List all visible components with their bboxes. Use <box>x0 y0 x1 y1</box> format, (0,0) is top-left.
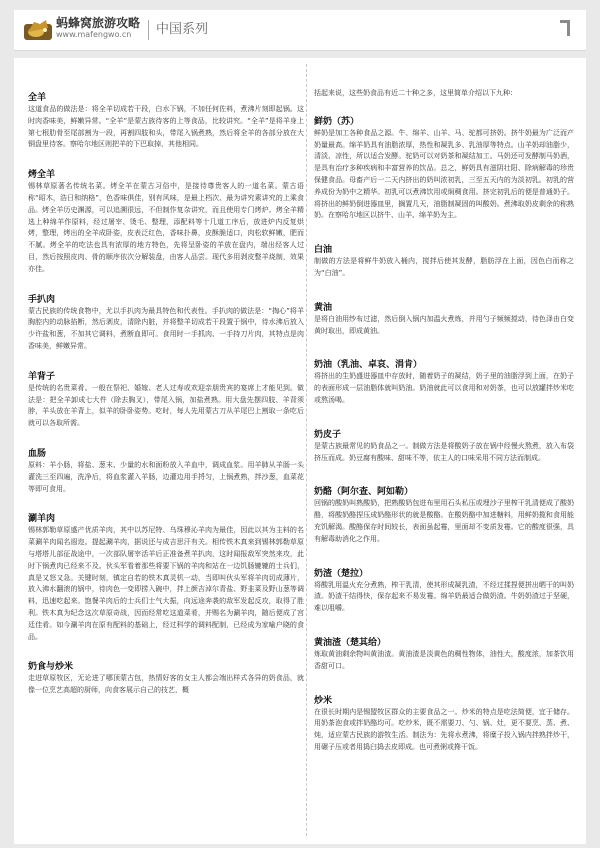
section-title: 烤全羊 <box>28 170 56 181</box>
section-yangbeizi <box>28 371 304 430</box>
section-huangyou <box>314 302 574 338</box>
logo-text-block <box>56 16 140 40</box>
section-title: 白油 <box>314 245 333 256</box>
section-text: 这道食品的做法是：将全羊切成若干段，白水下锅，不加任何佐料，煮沸片刻即起锅。这时肉香味美，鲜嫩异常。“全羊”是蒙古族待客的上等食品，比较讲究。“全羊”是将羊身上第七根肋骨至尾部割为一段，再割四肢和头，带尾入锅煮熟，然后将全羊的各部分放在大铜盘里待客。察哈尔地区则把羊的下巴取掉，其他相同。 <box>28 105 304 149</box>
section-text: 锡林草原著名传统名菜。烤全羊在蒙古习俗中，是接待尊贵客人的一道名菜。蒙古语称“昭木，浩日和纳格”，色香味俱佳，别有风味，是最上档次、最为讲究素讲究的上乘食品。烤全羊历史渊源，可以追溯很远，不但制作复杂讲究，而且使用专门烤炉。烤全羊精选上种绵羊作原料，经过屠宰、烫毛、整理，添配料等十几道工序后，放进炉内反复烘烤，整理，烤出的全羊成卧姿，皮表泛红色，香味扑鼻，皮酥脆适口，肉松软鲜嫩，肥而不腻。烤全羊的吃法也具有浓厚的地方特色，先将呈卧姿的羊放在盘内，端出经客人过目，然后按照皮肉、骨的顺序依次分解装盘，由客人品尝。现代多用剥皮整羊烧制，效果亦佳。 <box>28 182 304 273</box>
series-title: 中国系列 <box>156 22 209 37</box>
section-title: 手扒肉 <box>28 294 56 305</box>
section-title: 涮羊肉 <box>28 514 56 525</box>
mafengwo-logo-icon <box>24 16 52 42</box>
section-text: 走进草原牧区，无论进了哪顶蒙古包，热情好客的女主人都会端出样式各异的奶食品，就像一位烹艺高超的厨师，向食客展示自己的技艺，概 <box>28 674 304 695</box>
section-text: 制做的方法是将鲜牛奶放入桶内，搅拌后使其发酵，脂肪浮在上面，因色白而称之为“白油”。 <box>314 257 574 277</box>
left-column <box>28 66 304 842</box>
section-text: 原料：羊小肠，将盐、葱末、少量的水和面粉放入羊血中，调成血浆。用羊肺从羊肠一头灌洗三至四遍，洗净后，将血浆灌入羊肠，边灌边用手捋匀，上锅煮熟，拌沙葱，血菜花等即可食用。 <box>28 460 304 493</box>
section-shoubarou <box>28 294 304 353</box>
section-text: 是蒙古族最常见的奶食品之一。制做方法是将酸奶子放在锅中经慢火熬煮，放入布袋挤压而成。奶豆腐有酸味、甜味不等，依主人的口味采用不同方法而制成。 <box>314 441 574 462</box>
section-nailao <box>314 486 574 545</box>
section-text: 将挤出的生奶盛进器皿中存放时，随着奶子的凝结，奶子里的油脂浮到上面，在奶子的表面形成一层油脂体就叫奶油。奶油就此可以食用和对奶茶，也可以放罐拌炒米吃或熬汤喝。 <box>314 372 574 404</box>
section-naipizi <box>314 429 574 465</box>
section-quanyang <box>28 92 304 151</box>
section-title: 奶皮子 <box>314 429 342 440</box>
section-text: 炼取黄油剩余物叫黄油渣。黄油渣是淡黄色的稠性物体，油性大，酸度浓，加茶饮用香甜可口。 <box>314 649 574 670</box>
section-chaomi <box>314 695 574 754</box>
section-text: 锡林郭勒草原盛产优质羊肉，其中以苏尼特、乌珠穆沁羊肉为最佳，因此以其为主料的名菜涮羊肉闻名遐迩。提起涮羊肉，据说还与成吉思汗有关。相传铁木真来到锡林郭勒草原与塔塔儿部征战途中，一次部队屠宰活羊后正准备煮羊扒肉，这时闻报敌军突然来攻，此时下锅煮肉已经来不及。伙头军看着那些将要下锅的羊肉和站在一边饥肠辘辘的士兵们，真是又怒又急。关键时刻，镇定自若的铁木真灵机一动，当即叫伙头军将羊肉切成薄片，放入沸水翻滚的锅中，待肉色一变即捞入碗中，拌上颜吉淖尔青盐、野韭菜及野山葱等调料，迅速吃起来。饱餐羊肉后的士兵们士气大振，向远途奔袭的敌军发起反攻，取得了胜利。铁木真为纪念这次草原奇战，因而经常吃这道菜肴，并赐名为涮羊肉，随后便成了宫廷佳肴。如今涮羊肉在原有配料的基础上，经过科学的调料配制，已经成为家喻户晓的食品。 <box>28 526 304 641</box>
section-title: 羊背子 <box>28 371 56 382</box>
section-text: 是传统的名贵菜肴。一般在祭祀、婚嫁、老人过寿或欢迎亲朋贵宾的宴席上才能见到。做法是：把全羊卸成七大件（除去胸叉），带尾入锅，加盐煮熟。用大盘先摆四肢、羊背须脖，羊头放在羊背上，似羊的卧卧姿势。吃时，每人先用蒙古刀从羊尾巴上割取一条吃后就可以各取所需。 <box>28 383 304 428</box>
section-text: 在很长时期内是锡盟牧区群众的主要食品之一。炒米的特点是吃法简便，宜于储存。用奶茶泡食或拌奶酪均可。吃炒米，既不需要刀、勺、锅、灶，更不要烹、蒸、煮、炖，适应蒙古民族的游牧生活。制法为：先将水煮沸，将糜子投入锅内拌熟拌炒干，用碾子压或者用捣臼捣去皮即成。也可煮粥或搀干饭。 <box>314 707 574 751</box>
section-text: 将酸乳用温火充分煮熟，榨干乳清，使其形成凝乳渣，不经过揉捏便拼出晒干的叫奶渣。奶渣干结得快，保存起来不易发霉。绵羊奶最适合做奶渣。牛奶奶渣过于坚硬，难以咀嚼。 <box>314 580 574 613</box>
section-title: 奶食与炒米 <box>28 662 74 673</box>
section-title: 黄油渣（楚其给） <box>314 637 387 648</box>
section-title: 炒米 <box>314 695 333 706</box>
section-kaoquanyang <box>28 169 304 275</box>
logo-url: www.mafengwo.cn <box>56 30 132 39</box>
section-shuanyangrou <box>28 513 304 643</box>
page-header <box>14 10 586 51</box>
section-title: 黄油 <box>314 302 333 313</box>
section-naizha <box>314 568 574 615</box>
section-xuechang <box>28 448 304 495</box>
section-title: 奶酪（阿尔查、阿如勒） <box>314 487 414 498</box>
column-divider <box>306 64 307 836</box>
section-text: 是将白油用纱布过滤，然后倒入锅内加温火煮炼，并用勺子频频搅动，待色泽由白变黄时取出，即成黄油。 <box>314 314 574 335</box>
section-text: 蒙古民族的传统食物中，尤以手扒肉为最具特色和代表性。手扒肉的做法是：“掏心”将羊胸腔内的动脉掐断，然后剥皮，清除内脏，并将整羊切成若干段置于锅中，待水沸后放入少许盐和葱，不加其它调料，煮断血即可。食用时一手抓肉、一手持刀片肉，其特点是肉香味美，鲜嫩异常。 <box>28 306 304 350</box>
section-title: 血肠 <box>28 448 47 459</box>
section-title: 奶油（乳油、卓哀、涓肯） <box>314 360 423 371</box>
section-huangyouzha <box>314 637 574 673</box>
section-text: 回锅的酸奶叫熟酸奶，把熟酸奶包进布里用石头私压或埋沙子里榨干乳清便成了酸奶酪，将酸奶酪捏压成奶酪形状的就是酸酪。在酸奶酪中加进糖料，用鲜奶揽和食用能充饥解渴。酸酪保存时间较长，表面虽起霉，里面却不变质发霉。它的酸度很强，具有解毒助消化之作用。 <box>314 499 574 543</box>
corner-mark-icon <box>560 20 570 36</box>
section-naiyou <box>314 359 574 406</box>
header-separator <box>148 20 149 40</box>
logo-name: 蚂蜂窝旅游攻略 <box>56 16 141 30</box>
section-naishi-chaomi <box>28 661 304 697</box>
section-text: 鲜奶是加工各种食品之源。牛、绵羊、山羊、马、驼都可挤奶。挤牛奶最为广泛而产奶量最高。绵羊奶具有油脂浓厚，热性和凝乳多、乳油厚等特点。山羊奶却油脂少，清淡、凉性，所以适合发酵。驼奶可以对奶茶和凝结加工。马奶还可发酵制马奶酒，是具有治疗多种疾病和丰富营养的饮品。总之，鲜奶具有滋阴壮阳、除病解毒的珍贵保健食品。母畜产后一二天内挤出的奶叫浓初乳，三至五天内的为淡初乳。初乳的营养成份为奶中之精华。初乳可以煮沸饮用或焖稠食用。挤完初乳后的便是普通奶子。将挤出的鲜奶倒进器皿里，搁置几天，油脂制凝固的叫酸奶。煮沸取奶皮剩余的称熟奶。在察哈尔地区以挤牛、山羊、绵羊奶为主。 <box>314 128 574 220</box>
section-title: 奶渣（楚拉） <box>314 568 369 579</box>
intro-text: 括起来说，这些奶食品有近二十种之多，这里简单介绍以下九种： <box>314 89 517 97</box>
section-title: 鲜奶（苏） <box>314 116 360 127</box>
right-column <box>314 66 574 842</box>
section-title: 全羊 <box>28 93 47 103</box>
section-baiyou <box>314 244 574 280</box>
content-area <box>14 58 586 844</box>
section-xiannai <box>314 116 574 222</box>
